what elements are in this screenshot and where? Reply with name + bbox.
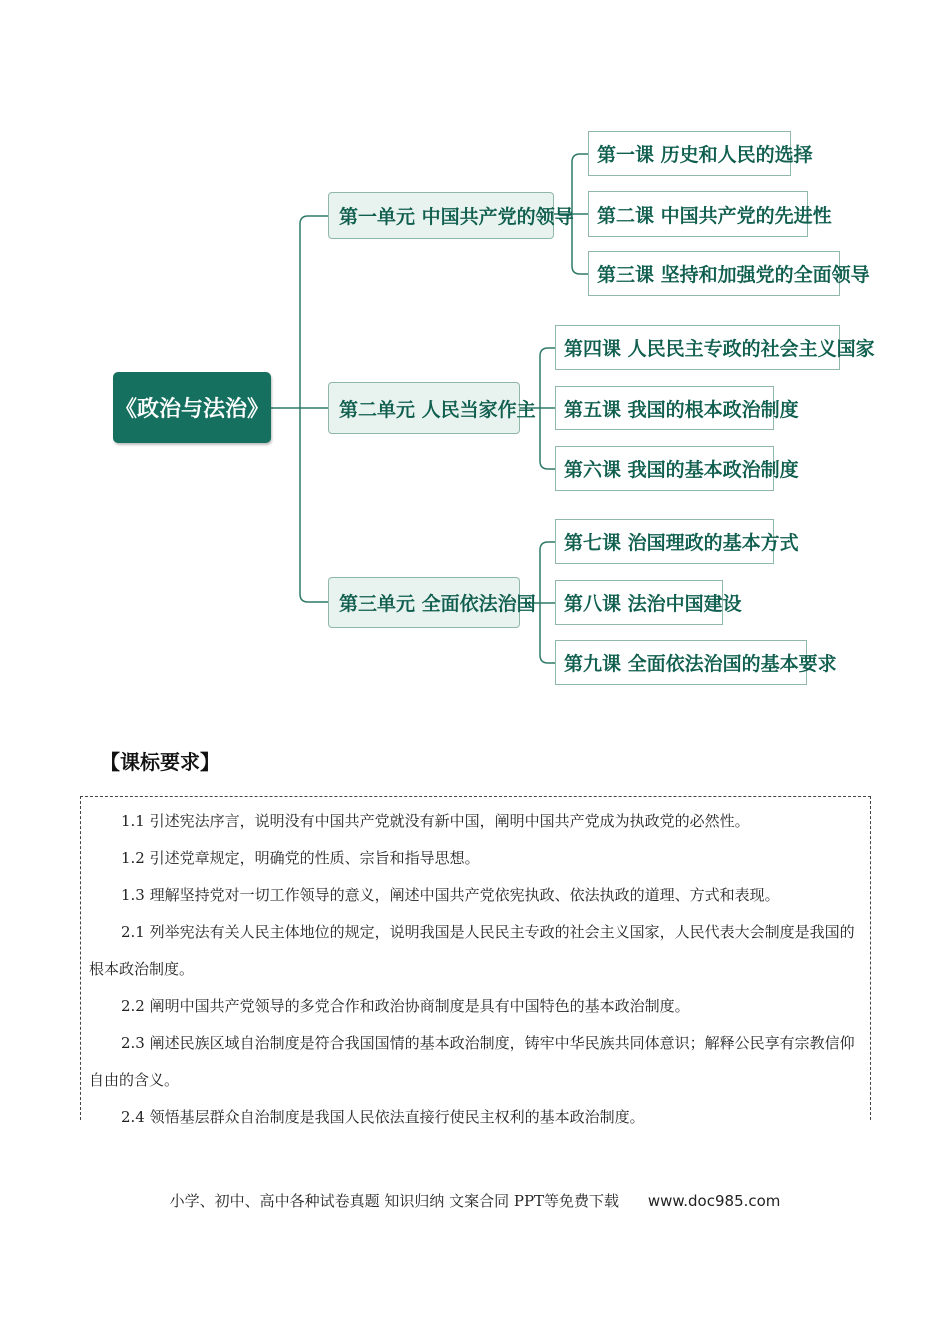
lesson-node-1: 第一课 历史和人民的选择 <box>588 131 791 176</box>
unit-node-2: 第二单元 人民当家作主 <box>328 382 520 434</box>
lesson-node-9: 第九课 全面依法治国的基本要求 <box>555 640 807 685</box>
footer-text: 小学、初中、高中各种试卷真题 知识归纳 文案合同 PPT等免费下载 <box>169 1192 620 1210</box>
connector-lesson-3 <box>572 214 588 274</box>
connector-lesson-6 <box>540 408 555 469</box>
requirement-item: 1.2 引述党章规定，明确党的性质、宗旨和指导思想。 <box>121 849 480 867</box>
requirement-item: 1.3 理解坚持党对一切工作领导的意义，阐述中国共产党依宪执政、依法执政的道理、方式和表现。 <box>121 886 780 904</box>
lesson-node-7: 第七课 治国理政的基本方式 <box>555 519 774 564</box>
connector-lesson-7 <box>540 542 555 603</box>
lesson-node-5: 第五课 我国的根本政治制度 <box>555 386 774 430</box>
lesson-node-2: 第二课 中国共产党的先进性 <box>588 191 808 237</box>
page-footer <box>0 1190 950 1211</box>
connector-lesson-9 <box>540 603 555 663</box>
connector-lesson-1 <box>572 154 588 214</box>
section-heading: 【课标要求】 <box>100 750 220 774</box>
lesson-node-6: 第六课 我国的基本政治制度 <box>555 446 774 491</box>
root-node: 《政治与法治》 <box>113 372 271 443</box>
requirement-item: 2.4 领悟基层群众自治制度是我国人民依法直接行使民主权利的基本政治制度。 <box>121 1108 645 1126</box>
unit-node-3: 第三单元 全面依法治国 <box>328 577 520 628</box>
lesson-node-3: 第三课 坚持和加强党的全面领导 <box>588 251 840 296</box>
connector-unit-1 <box>300 216 328 408</box>
requirement-item: 2.1 列举宪法有关人民主体地位的规定，说明我国是人民民主专政的社会主义国家，人民代表大会制度是我国的根本政治制度。 <box>89 923 855 978</box>
lesson-node-4: 第四课 人民民主专政的社会主义国家 <box>555 325 840 370</box>
lesson-node-8: 第八课 法治中国建设 <box>555 580 723 625</box>
footer-site-link[interactable]: www.doc985.com <box>647 1192 781 1210</box>
requirement-item: 2.3 阐述民族区域自治制度是符合我国国情的基本政治制度，铸牢中华民族共同体意识；解释公民享有宗教信仰自由的含义。 <box>89 1034 855 1089</box>
connector-unit-3 <box>300 408 328 602</box>
requirements-box <box>80 796 871 1126</box>
unit-node-1: 第一单元 中国共产党的领导 <box>328 192 554 239</box>
connector-lesson-4 <box>540 348 555 408</box>
requirement-item: 2.2 阐明中国共产党领导的多党合作和政治协商制度是具有中国特色的基本政治制度。 <box>121 997 690 1015</box>
requirement-item: 1.1 引述宪法序言，说明没有中国共产党就没有新中国，阐明中国共产党成为执政党的必然性。 <box>121 812 750 830</box>
